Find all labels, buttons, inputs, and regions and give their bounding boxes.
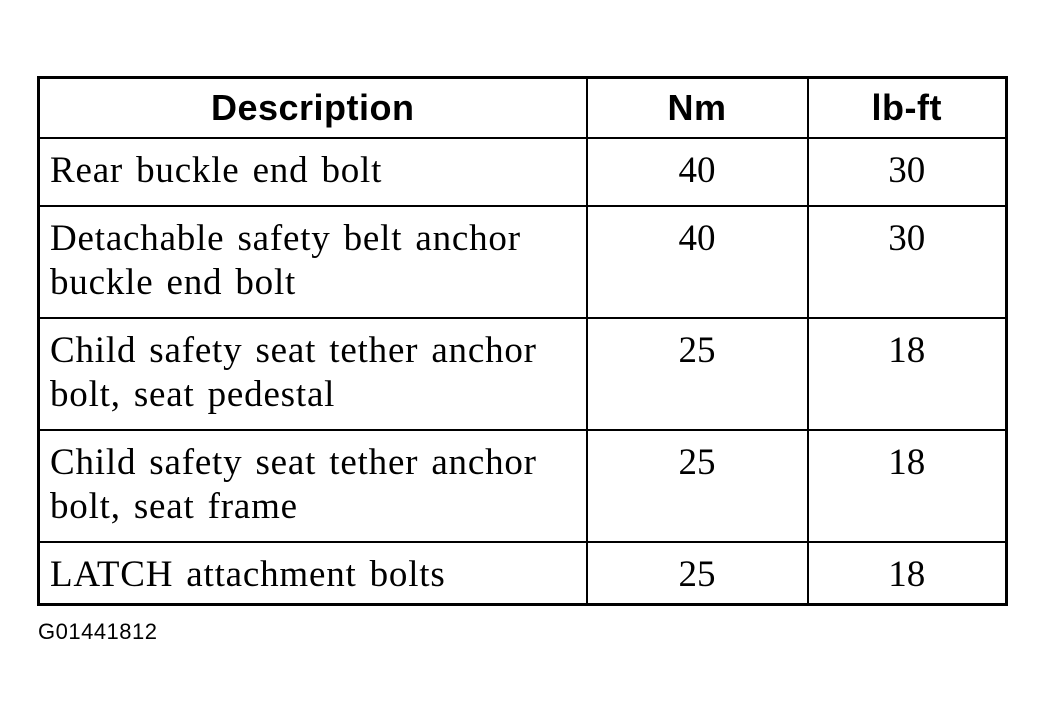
row-lbft-value: 30: [808, 206, 1007, 318]
row-lbft-value: 30: [808, 138, 1007, 206]
row-description: Detachable safety belt anchor buckle end bolt: [39, 206, 587, 318]
header-description: Description: [39, 78, 587, 139]
row-description: Child safety seat tether anchor bolt, seat frame: [39, 430, 587, 542]
row-nm-value: 25: [587, 430, 808, 542]
row-description: Child safety seat tether anchor bolt, seat pedestal: [39, 318, 587, 430]
header-nm: Nm: [587, 78, 808, 139]
row-lbft-value: 18: [808, 542, 1007, 605]
row-nm-value: 25: [587, 318, 808, 430]
table-row: [39, 138, 1007, 206]
row-lbft-value: 18: [808, 318, 1007, 430]
table-row: [39, 430, 1007, 542]
row-nm-value: 40: [587, 138, 808, 206]
torque-spec-table: [37, 76, 1008, 606]
row-description: LATCH attachment bolts: [39, 542, 587, 605]
row-lbft-value: 18: [808, 430, 1007, 542]
header-lbft: lb-ft: [808, 78, 1007, 139]
table-row: [39, 542, 1007, 605]
row-nm-value: 40: [587, 206, 808, 318]
table-header-row: [39, 78, 1007, 139]
row-description: Rear buckle end bolt: [39, 138, 587, 206]
figure-id: G01441812: [38, 619, 158, 644]
table-row: [39, 318, 1007, 430]
row-nm-value: 25: [587, 542, 808, 605]
table-row: [39, 206, 1007, 318]
